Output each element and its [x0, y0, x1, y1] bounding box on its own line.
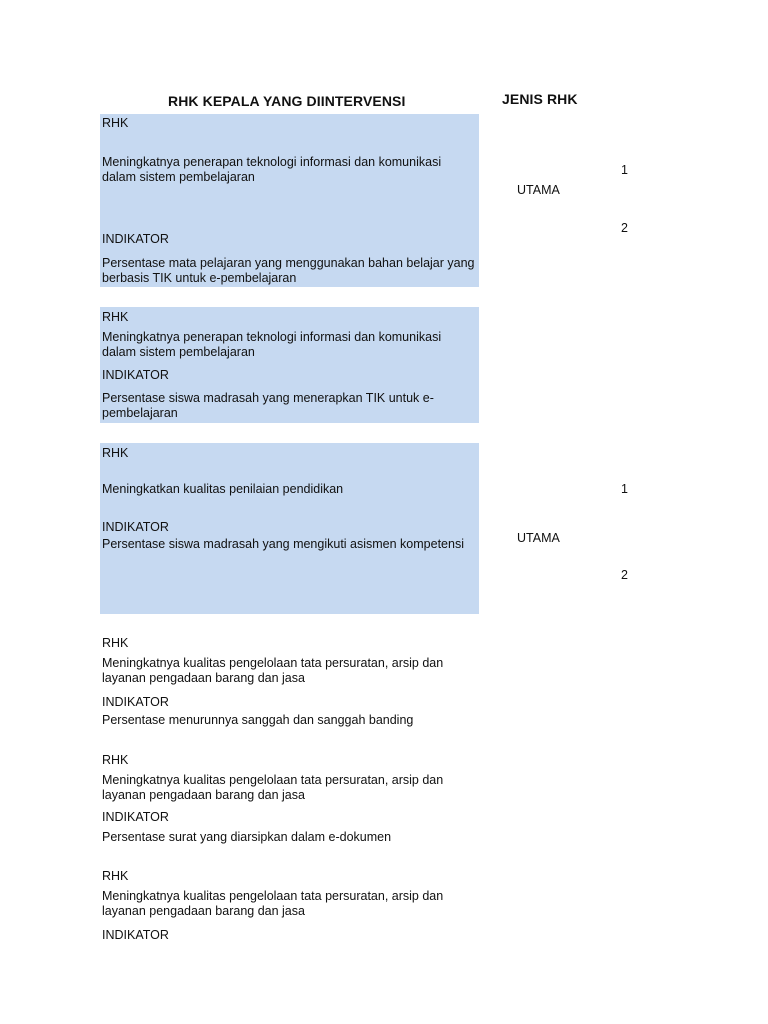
- rhk-label: RHK: [102, 310, 129, 324]
- indikator-label: INDIKATOR: [102, 928, 169, 942]
- rhk-block-1: [100, 114, 479, 287]
- jenis-value-1: UTAMA: [517, 183, 560, 197]
- rhk-text: Meningkatnya kualitas pengelolaan tata persuratan, arsip dan layanan pengadaan barang dan jasa: [102, 656, 444, 685]
- indikator-label: INDIKATOR: [102, 810, 169, 824]
- rhk-column-title: RHK KEPALA YANG DIINTERVENSI: [168, 93, 406, 109]
- rhk-label: RHK: [102, 116, 129, 130]
- rhk-block-2: [100, 307, 479, 423]
- rhk-text: Meningkatkan kualitas penilaian pendidikan: [102, 482, 344, 496]
- number-3a: 1: [621, 482, 628, 496]
- number-3b: 2: [621, 568, 628, 582]
- rhk-text: Meningkatnya kualitas pengelolaan tata persuratan, arsip dan layanan pengadaan barang dan jasa: [102, 773, 444, 802]
- indikator-label: INDIKATOR: [102, 520, 169, 534]
- indikator-label: INDIKATOR: [102, 695, 169, 709]
- rhk-block-3: [100, 443, 479, 614]
- indikator-text: Persentase siswa madrasah yang mengikuti asismen kompetensi: [102, 537, 464, 551]
- rhk-label: RHK: [102, 869, 129, 883]
- rhk-text: Meningkatnya penerapan teknologi informasi dan komunikasi dalam sistem pembelajaran: [102, 155, 442, 184]
- rhk-label: RHK: [102, 446, 129, 460]
- rhk-block-5: [100, 751, 479, 851]
- indikator-label: INDIKATOR: [102, 368, 169, 382]
- jenis-rhk-column-title: JENIS RHK: [502, 91, 578, 107]
- rhk-text: Meningkatnya kualitas pengelolaan tata persuratan, arsip dan layanan pengadaan barang dan jasa: [102, 889, 444, 918]
- number-1a: 1: [621, 163, 628, 177]
- rhk-block-6: [100, 867, 479, 947]
- indikator-text: Persentase siswa madrasah yang menerapkan TIK untuk e-pembelajaran: [102, 391, 434, 420]
- rhk-text: Meningkatnya penerapan teknologi informasi dan komunikasi dalam sistem pembelajaran: [102, 330, 442, 359]
- rhk-label: RHK: [102, 636, 129, 650]
- rhk-block-4: [100, 634, 479, 734]
- indikator-label: INDIKATOR: [102, 232, 169, 246]
- number-1b: 2: [621, 221, 628, 235]
- indikator-text: Persentase menurunnya sanggah dan sanggah banding: [102, 713, 414, 727]
- indikator-text: Persentase mata pelajaran yang menggunakan bahan belajar yang berbasis TIK untuk e-pembelajaran: [102, 256, 475, 285]
- jenis-value-3: UTAMA: [517, 531, 560, 545]
- rhk-label: RHK: [102, 753, 129, 767]
- indikator-text: Persentase surat yang diarsipkan dalam e-dokumen: [102, 830, 392, 844]
